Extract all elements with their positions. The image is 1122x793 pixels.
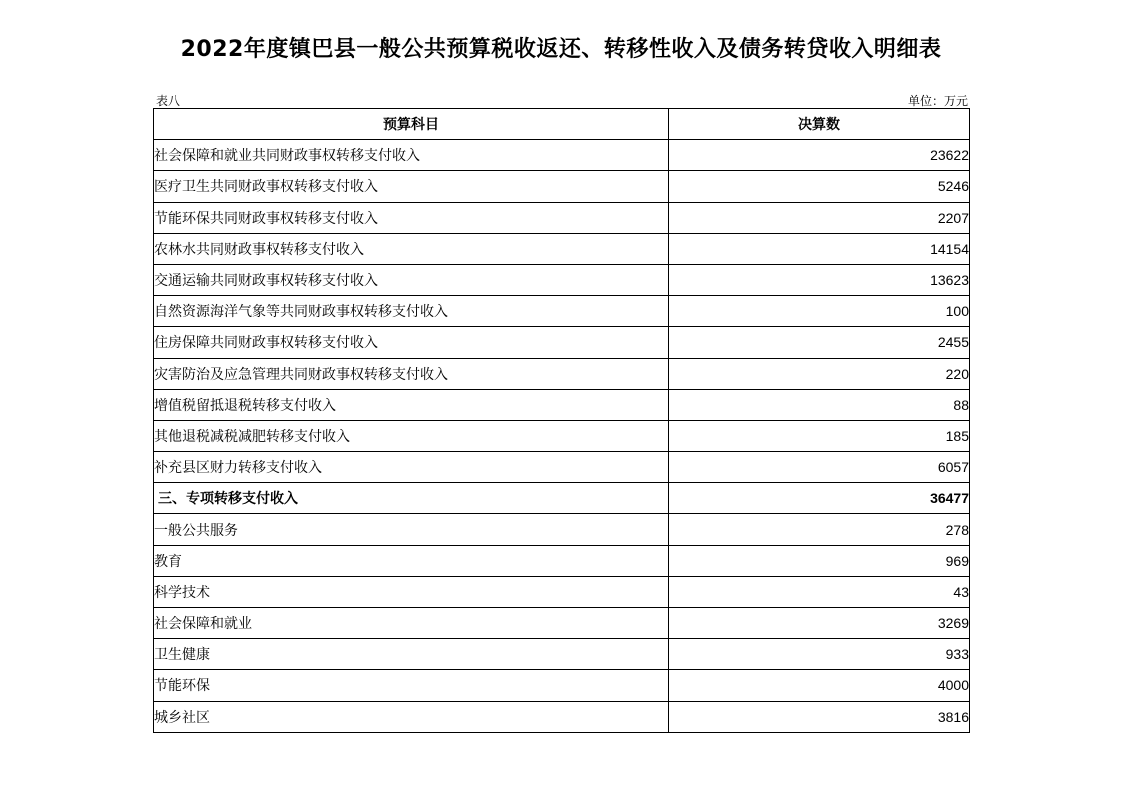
table-row [154, 171, 970, 202]
row-name: 节能环保 [154, 670, 669, 701]
row-name: 住房保障共同财政事权转移支付收入 [154, 327, 669, 358]
row-name: 社会保障和就业 [154, 608, 669, 639]
table-row [154, 608, 970, 639]
header-budget-subject: 预算科目 [154, 109, 669, 140]
row-name: 自然资源海洋气象等共同财政事权转移支付收入 [154, 296, 669, 327]
row-value: 3269 [669, 608, 970, 639]
row-value: 2207 [669, 202, 970, 233]
row-name: 社会保障和就业共同财政事权转移支付收入 [154, 140, 669, 171]
page-title: 2022年度镇巴县一般公共预算税收返还、转移性收入及债务转贷收入明细表 [180, 37, 942, 62]
row-name: 节能环保共同财政事权转移支付收入 [154, 202, 669, 233]
detail-table [153, 108, 970, 733]
row-value: 220 [669, 358, 970, 389]
table-row [154, 670, 970, 701]
row-value: 43 [669, 576, 970, 607]
row-name: 科学技术 [154, 576, 669, 607]
row-value: 4000 [669, 670, 970, 701]
row-value: 278 [669, 514, 970, 545]
row-name: 教育 [154, 545, 669, 576]
header-final-amount: 决算数 [669, 109, 970, 140]
row-name: 卫生健康 [154, 639, 669, 670]
row-name: 农林水共同财政事权转移支付收入 [154, 233, 669, 264]
table-row [154, 140, 970, 171]
section-value: 36477 [669, 483, 970, 514]
table-row [154, 358, 970, 389]
table-number: 表八 [156, 94, 181, 108]
row-name: 其他退税减税减肥转移支付收入 [154, 420, 669, 451]
table-row [154, 420, 970, 451]
row-name: 一般公共服务 [154, 514, 669, 545]
row-name: 城乡社区 [154, 701, 669, 732]
row-value: 88 [669, 389, 970, 420]
table-row [154, 389, 970, 420]
row-value: 2455 [669, 327, 970, 358]
row-value: 23622 [669, 140, 970, 171]
table-row [154, 514, 970, 545]
table-row [154, 264, 970, 295]
section-row [154, 483, 970, 514]
table-row [154, 701, 970, 732]
section-name: 三、专项转移支付收入 [154, 483, 669, 514]
table-row [154, 327, 970, 358]
table-row [154, 545, 970, 576]
row-name: 补充县区财力转移支付收入 [154, 452, 669, 483]
row-value: 969 [669, 545, 970, 576]
row-value: 933 [669, 639, 970, 670]
unit-label: 单位：万元 [907, 94, 968, 108]
row-name: 医疗卫生共同财政事权转移支付收入 [154, 171, 669, 202]
row-value: 185 [669, 420, 970, 451]
row-value: 14154 [669, 233, 970, 264]
row-name: 交通运输共同财政事权转移支付收入 [154, 264, 669, 295]
table-row [154, 233, 970, 264]
row-value: 6057 [669, 452, 970, 483]
row-value: 100 [669, 296, 970, 327]
table-header-row [154, 109, 970, 140]
row-name: 灾害防治及应急管理共同财政事权转移支付收入 [154, 358, 669, 389]
table-row [154, 296, 970, 327]
row-value: 13623 [669, 264, 970, 295]
row-value: 3816 [669, 701, 970, 732]
row-name: 增值税留抵退税转移支付收入 [154, 389, 669, 420]
table-row [154, 576, 970, 607]
table-row [154, 202, 970, 233]
row-value: 5246 [669, 171, 970, 202]
table-row [154, 639, 970, 670]
table-row [154, 452, 970, 483]
